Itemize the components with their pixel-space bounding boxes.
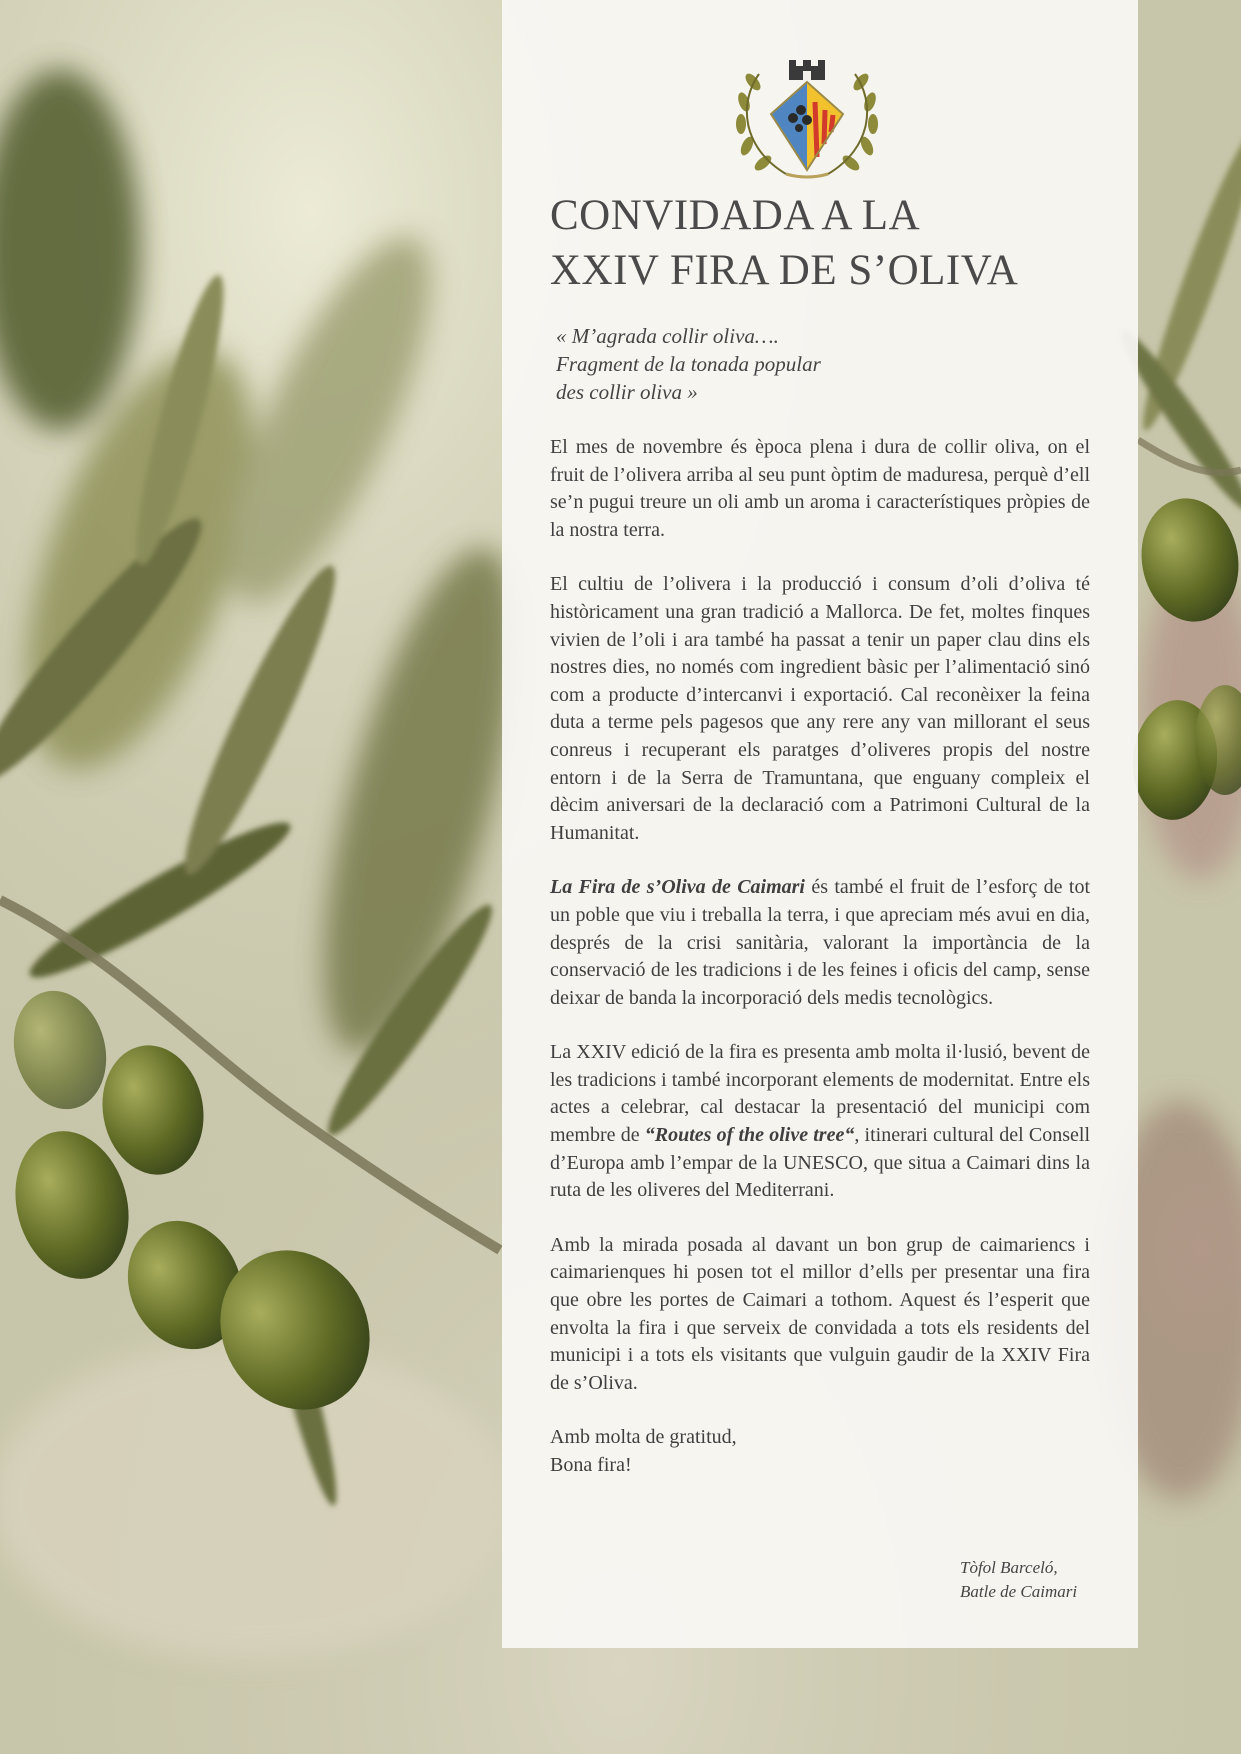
paragraph-3-text: és també el fruit de l’esforç de tot un poble que viu i treballa la terra, i que apreciam més avui en dia, després de la crisi sanitària, valorant la importància de la conservació de les tradicions i de les feines i oficis del camp, sense deixar de banda la incorporació dels medis tecnològics. <box>550 876 1090 1009</box>
closing-line-2: Bona fira! <box>550 1454 632 1476</box>
closing <box>550 1424 1090 1479</box>
quote-line-3: des collir oliva » <box>556 380 698 404</box>
paragraph-1: El mes de novembre és època plena i dura de collir oliva, on el fruit de l’olivera arriba al seu punt òptim de maduresa, perquè d’ell se’n pugui treure un oli amb un aroma i característiques pròpies de la nostra terra. <box>550 436 1090 541</box>
quote-line-1: « M’agrada collir oliva…. <box>556 324 779 348</box>
signature <box>960 1556 1120 1604</box>
letter-body <box>550 434 1090 1507</box>
signature-role: Batle de Caimari <box>960 1582 1078 1601</box>
paragraph-4-text-before: La XXIV edició de la fira es presenta amb molta il·lusió, bevent de les tradicions i també incorporant elements de modernitat. Entre els actes a celebrar, cal destacar la presentació del municipi com membre de <box>550 1041 1090 1147</box>
paragraph-4 <box>550 1039 1090 1205</box>
title-line-2: XXIV FIRA DE S’OLIVA <box>550 247 1019 294</box>
epigraph-quote <box>556 322 956 406</box>
page-title <box>550 188 1090 298</box>
signature-name: Tòfol Barceló, <box>960 1558 1058 1577</box>
routes-olive-tree-emphasis: “Routes of the olive tree“ <box>644 1124 855 1147</box>
paragraph-5: Amb la mirada posada al davant un bon grup de caimariencs i caimarienques hi posen tot el millor d’ells per presentar una fira que obre les portes de Caimari a tothom. Aquest és l’esperit que envolta la fira i que serveix de convidada a tots els residents del municipi i a tots els visitants que vulguin gaudir de la XXIV Fira de s’Oliva. <box>550 1233 1090 1394</box>
fair-name-emphasis: La Fira de s’Oliva de Caimari <box>550 876 805 899</box>
municipal-coat-of-arms-icon <box>731 52 883 182</box>
paragraph-4-text-after: , itinerari cultural del Consell d’Europa amb l’empar de la UNESCO, que situa a Caimari dins la ruta de les oliveres del Mediterrani. <box>550 1124 1090 1202</box>
paragraph-3 <box>550 874 1090 1012</box>
quote-line-2: Fragment de la tonada popular <box>556 352 821 376</box>
paragraph-2: El cultiu de l’olivera i la producció i consum d’oli d’oliva té històricament una gran tradició a Mallorca. De fet, moltes finques vivien de l’oli i ara també ha passat a tenir un paper clau dins els nostres dies, no només com ingredient bàsic per l’alimentació sinó com a producte d’intercanvi i exportació. Cal reconèixer la feina duta a terme pels pagesos que any rere any van millorant el seus conreus i recuperant els paratges d’oliveres propis del nostre entorn i de la Serra de Tramuntana, que enguany compleix el dècim aniversari de la declaració com a Patrimoni Cultural de la Humanitat. <box>550 573 1090 844</box>
title-line-1: CONVIDADA A LA <box>550 192 921 239</box>
closing-line-1: Amb molta de gratitud, <box>550 1426 737 1449</box>
